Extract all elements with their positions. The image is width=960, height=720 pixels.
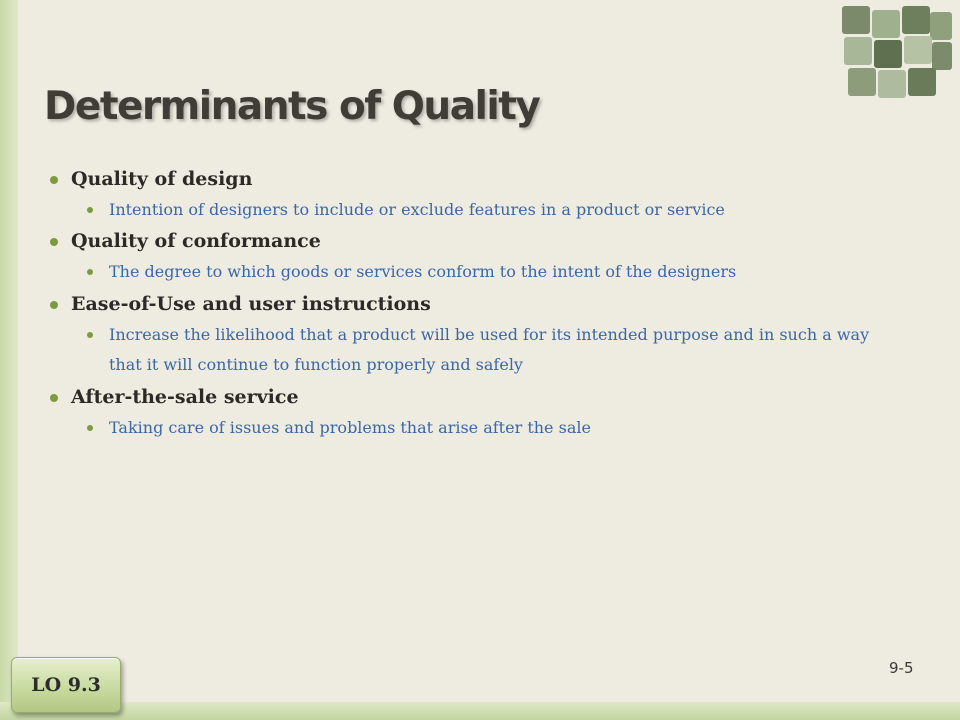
sub-bullet bbox=[46, 413, 886, 442]
bottom-accent-strip bbox=[0, 702, 960, 720]
bullet-dot-icon bbox=[50, 394, 58, 402]
bullet-quality-of-conformance bbox=[46, 228, 886, 254]
left-accent-strip bbox=[0, 0, 18, 720]
bullet-heading: Quality of design bbox=[71, 168, 253, 190]
bullet-dot-icon bbox=[87, 207, 93, 213]
sub-bullet-text: Increase the likelihood that a product will be used for its intended purpose and in such a way that it will continue to function properly and safely bbox=[109, 325, 870, 374]
bullet-dot-icon bbox=[50, 176, 58, 184]
bullet-heading: Quality of conformance bbox=[71, 230, 321, 252]
bullet-ease-of-use bbox=[46, 291, 886, 317]
bullet-dot-icon bbox=[87, 332, 93, 338]
sub-bullet-text: The degree to which goods or services conform to the intent of the designers bbox=[109, 262, 737, 281]
sub-bullet bbox=[46, 195, 886, 224]
bullet-quality-of-design bbox=[46, 166, 886, 192]
learning-objective-badge: LO 9.3 bbox=[11, 657, 121, 713]
page-number: 9-5 bbox=[889, 659, 914, 677]
bullet-heading: After-the-sale service bbox=[71, 386, 299, 408]
sub-bullet-text: Taking care of issues and problems that arise after the sale bbox=[109, 418, 591, 437]
slide-title: Determinants of Quality bbox=[44, 84, 540, 129]
bullet-dot-icon bbox=[50, 301, 58, 309]
bullet-heading: Ease-of-Use and user instructions bbox=[71, 293, 431, 315]
bullet-dot-icon bbox=[87, 269, 93, 275]
sub-bullet bbox=[46, 320, 894, 380]
bullet-after-the-sale-service bbox=[46, 384, 886, 410]
sub-bullet bbox=[46, 257, 799, 287]
bullet-list bbox=[46, 166, 886, 446]
photo-collage-image bbox=[842, 6, 954, 98]
bullet-dot-icon bbox=[50, 238, 58, 246]
sub-bullet-text: Intention of designers to include or exclude features in a product or service bbox=[109, 200, 725, 219]
bullet-dot-icon bbox=[87, 425, 93, 431]
